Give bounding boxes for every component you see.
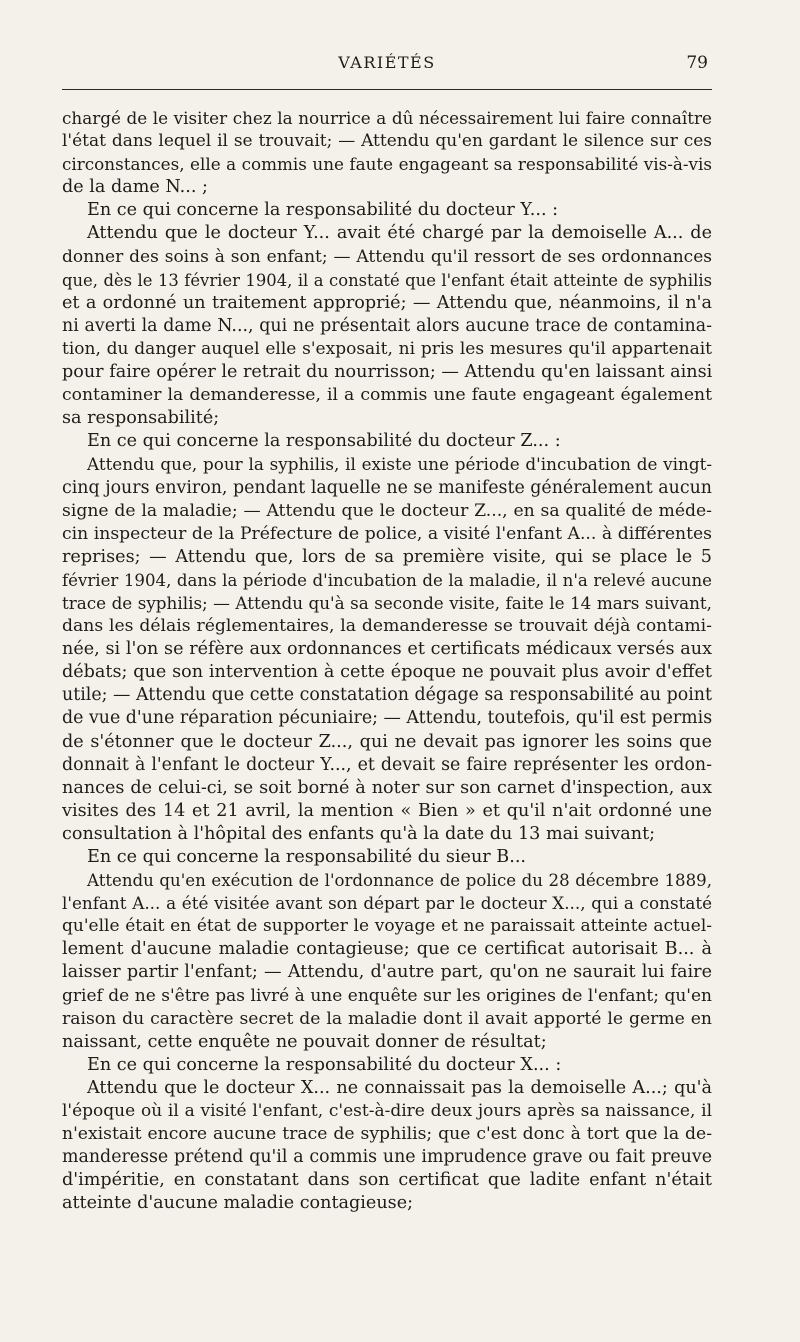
text-line: grief de ne s'être pas livré à une enquête sur les origines de l'enfant; qu'en: [62, 985, 712, 1006]
text-line: d'impéritie, en constatant dans son certificat que ladite enfant n'était: [62, 1170, 712, 1191]
text-line: Attendu qu'en exécution de l'ordonnance de police du 28 décembre 1889,: [87, 871, 712, 891]
text-line: de la dame N... ;: [62, 177, 208, 198]
text-line: l'enfant A... a été visitée avant son départ par le docteur X..., qui a constaté: [62, 893, 712, 914]
text-line: ni averti la dame N..., qui ne présentait alors aucune trace de contamina-: [62, 315, 712, 336]
text-line: l'état dans lequel il se trouvait; — Attendu qu'en gardant le silence sur ces: [62, 131, 712, 152]
text-line: circonstances, elle a commis une faute engageant sa responsabilité vis-à-vis: [62, 154, 712, 175]
text-line: chargé de le visiter chez la nourrice a dû nécessairement lui faire connaître: [62, 108, 712, 128]
header-rule: [62, 89, 712, 90]
text-line: contaminer la demanderesse, il a commis une faute engageant également: [62, 385, 712, 406]
text-line: signe de la maladie; — Attendu que le docteur Z..., en sa qualité de méde-: [62, 500, 712, 521]
text-line: Attendu que le docteur X... ne connaissait pas la demoiselle A...; qu'à: [87, 1077, 712, 1098]
running-title: VARIÉTÉS: [338, 53, 436, 72]
text-line: que, dès le 13 février 1904, il a constaté que l'enfant était atteinte de syphilis: [62, 270, 712, 290]
text-line: visites des 14 et 21 avril, la mention « Bien » et qu'il n'ait ordonné une: [62, 800, 712, 821]
text-line: née, si l'on se réfère aux ordonnances et certificats médicaux versés aux: [62, 639, 712, 660]
page-header: [62, 50, 712, 86]
text-line: pour faire opérer le retrait du nourrisson; — Attendu qu'en laissant ainsi: [62, 362, 713, 383]
section-heading: En ce qui concerne la responsabilité du docteur Y... :: [87, 200, 559, 221]
text-line: février 1904, dans la période d'incubation de la maladie, il n'a relevé aucune: [62, 570, 712, 590]
text-line: trace de syphilis; — Attendu qu'à sa seconde visite, faite le 14 mars suivant,: [62, 592, 712, 613]
text-line: consultation à l'hôpital des enfants qu'à la date du 13 mai suivant;: [62, 823, 656, 844]
text-line: de s'étonner que le docteur Z..., qui ne devait pas ignorer les soins que: [62, 731, 712, 752]
text-line: lement d'aucune maladie contagieuse; que ce certificat autorisait B... à: [62, 939, 712, 960]
text-line: qu'elle était en état de supporter le voyage et ne paraissait atteinte actuel-: [62, 916, 712, 937]
text-line: dans les délais réglementaires, la demanderesse se trouvait déjà contami-: [62, 616, 712, 637]
text-line: nances de celui-ci, se soit borné à noter sur son carnet d'inspection, aux: [62, 777, 712, 798]
text-line: tion, du danger auquel elle s'exposait, ni pris les mesures qu'il appartenait: [62, 338, 712, 359]
text-line: naissant, cette enquête ne pouvait donner de résultat;: [62, 1031, 547, 1052]
text-line: laisser partir l'enfant; — Attendu, d'autre part, qu'on ne saurait lui faire: [62, 962, 712, 983]
text-line: donner des soins à son enfant; — Attendu qu'il ressort de ses ordonnances: [62, 246, 712, 267]
text-line: Attendu que le docteur Y... avait été chargé par la demoiselle A... de: [87, 223, 712, 244]
body-text: [62, 107, 712, 1216]
text-line: cin inspecteur de la Préfecture de police, a visité l'enfant A... à différentes: [62, 523, 712, 544]
page-number: 79: [686, 53, 708, 73]
text-line: donnait à l'enfant le docteur Y..., et devait se faire représenter les ordon-: [62, 754, 712, 775]
section-heading: En ce qui concerne la responsabilité du docteur Z... :: [87, 431, 561, 452]
text-line: atteinte d'aucune maladie contagieuse;: [62, 1193, 414, 1214]
text-line: n'existait encore aucune trace de syphilis; que c'est donc à tort que la de-: [62, 1124, 712, 1145]
text-line: raison du caractère secret de la maladie dont il avait apporté le germe en: [62, 1008, 712, 1029]
text-line: manderesse prétend qu'il a commis une imprudence grave ou fait preuve: [62, 1147, 712, 1168]
text-line: l'époque où il a visité l'enfant, c'est-à-dire deux jours après sa naissance, il: [62, 1101, 712, 1122]
text-line: utile; — Attendu que cette constatation dégage sa responsabilité au point: [62, 685, 712, 706]
text-line: et a ordonné un traitement approprié; — Attendu que, néanmoins, il n'a: [62, 292, 712, 313]
text-line: Attendu que, pour la syphilis, il existe une période d'incubation de vingt-: [87, 454, 712, 475]
text-line: reprises; — Attendu que, lors de sa première visite, qui se place le 5: [62, 546, 712, 567]
text-line: cinq jours environ, pendant laquelle ne se manifeste généralement aucun: [62, 477, 712, 498]
text-line: sa responsabilité;: [62, 408, 220, 429]
section-heading: En ce qui concerne la responsabilité du sieur B...: [87, 847, 527, 867]
text-line: débats; que son intervention à cette époque ne pouvait plus avoir d'effet: [62, 662, 712, 683]
section-heading: En ce qui concerne la responsabilité du docteur X... :: [87, 1054, 562, 1075]
text-line: de vue d'une réparation pécuniaire; — Attendu, toutefois, qu'il est permis: [62, 708, 713, 729]
